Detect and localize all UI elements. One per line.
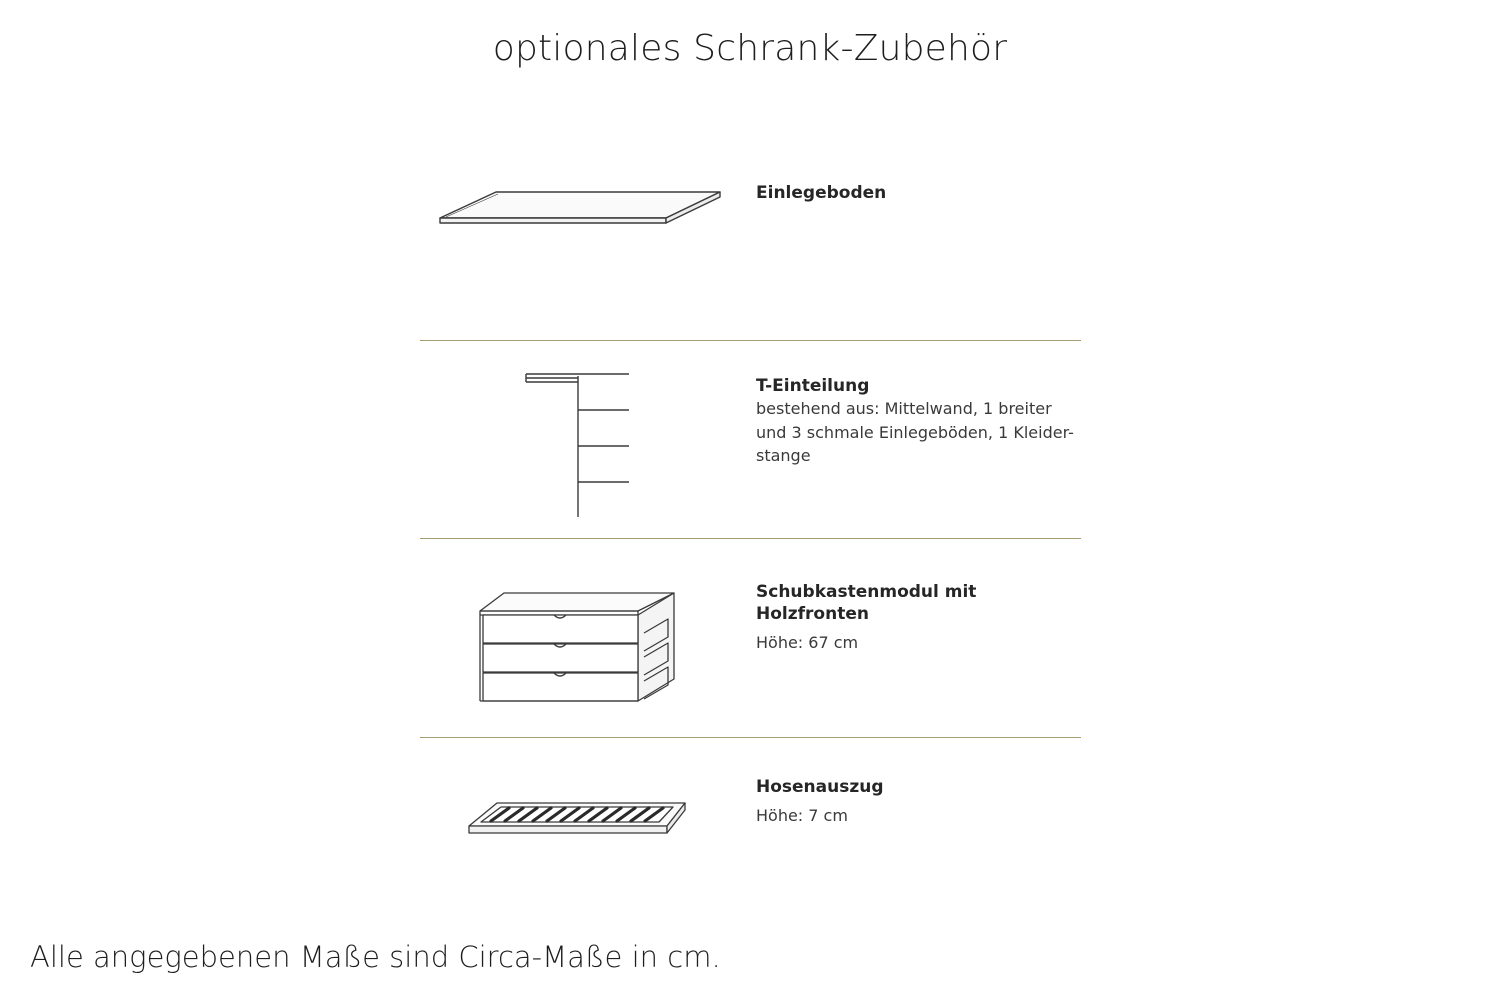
item-title: T-Einteilung — [756, 376, 870, 396]
accessory-item-t-einteilung — [420, 341, 1081, 538]
accessory-item-einlegeboden — [420, 150, 1081, 340]
item-title: Hosenauszug — [756, 777, 884, 797]
trouser-rack-icon — [467, 800, 689, 838]
footnote: Alle angegebenen Maße sind Circa-Maße in cm. — [30, 940, 721, 974]
t-divider-icon — [524, 371, 634, 521]
accessory-item-hosenauszug — [420, 738, 1081, 918]
accessory-item-schubkastenmodul — [420, 539, 1081, 737]
page-title: optionales Schrank-Zubehör — [492, 28, 1008, 69]
shelf-board-icon — [438, 188, 724, 228]
item-description: bestehend aus: Mittelwand, 1 breiter und 3 schmale Einlegeböden, 1 Kleider- stange — [756, 399, 1074, 465]
item-description: Höhe: 7 cm — [756, 806, 848, 825]
drawer-module-icon — [478, 591, 678, 705]
item-title: Einlegeboden — [756, 183, 887, 203]
item-description: Höhe: 67 cm — [756, 633, 859, 652]
item-title: Schubkastenmodul mit Holzfronten — [756, 582, 977, 624]
